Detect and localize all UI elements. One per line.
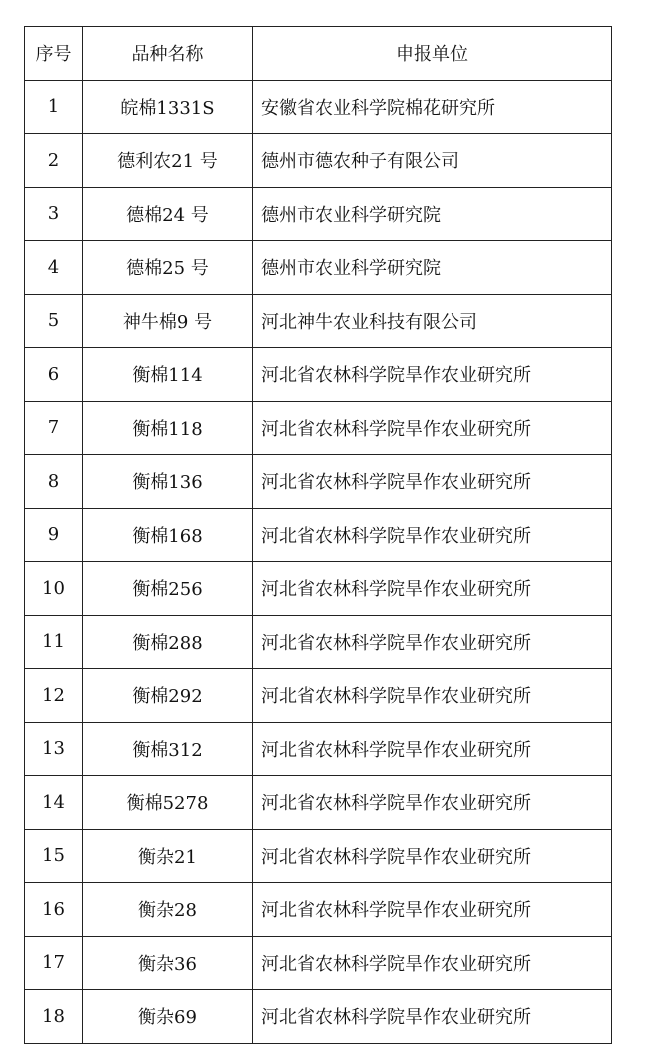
cell-serial-number: 14	[25, 776, 83, 830]
header-serial-number: 序号	[25, 27, 83, 81]
cell-serial-number: 1	[25, 80, 83, 134]
table-row	[25, 241, 612, 295]
table-body	[25, 80, 612, 1043]
table-row	[25, 883, 612, 937]
cell-serial-number: 10	[25, 562, 83, 616]
cell-variety-name: 德棉25 号	[83, 241, 253, 295]
cell-variety-name: 衡杂21	[83, 829, 253, 883]
cell-applicant-unit: 河北省农林科学院旱作农业研究所	[253, 562, 612, 616]
cell-serial-number: 11	[25, 615, 83, 669]
cell-applicant-unit: 德州市德农种子有限公司	[253, 134, 612, 188]
cell-applicant-unit: 安徽省农业科学院棉花研究所	[253, 80, 612, 134]
table-row	[25, 134, 612, 188]
cell-serial-number: 2	[25, 134, 83, 188]
table-row	[25, 722, 612, 776]
cell-serial-number: 8	[25, 455, 83, 509]
cell-serial-number: 4	[25, 241, 83, 295]
cell-variety-name: 衡棉136	[83, 455, 253, 509]
cell-applicant-unit: 河北省农林科学院旱作农业研究所	[253, 401, 612, 455]
cell-variety-name: 皖棉1331S	[83, 80, 253, 134]
cell-variety-name: 衡棉256	[83, 562, 253, 616]
table-row	[25, 990, 612, 1044]
cell-applicant-unit: 河北神牛农业科技有限公司	[253, 294, 612, 348]
table-row	[25, 829, 612, 883]
cell-serial-number: 5	[25, 294, 83, 348]
cell-applicant-unit: 河北省农林科学院旱作农业研究所	[253, 615, 612, 669]
cell-serial-number: 3	[25, 187, 83, 241]
table-row	[25, 401, 612, 455]
cell-serial-number: 12	[25, 669, 83, 723]
cell-serial-number: 7	[25, 401, 83, 455]
cell-serial-number: 13	[25, 722, 83, 776]
cell-variety-name: 衡棉168	[83, 508, 253, 562]
cell-applicant-unit: 德州市农业科学研究院	[253, 187, 612, 241]
variety-table	[24, 26, 612, 1044]
cell-variety-name: 神牛棉9 号	[83, 294, 253, 348]
cell-applicant-unit: 河北省农林科学院旱作农业研究所	[253, 722, 612, 776]
cell-variety-name: 衡杂28	[83, 883, 253, 937]
header-variety-name: 品种名称	[83, 27, 253, 81]
cell-variety-name: 德利农21 号	[83, 134, 253, 188]
cell-variety-name: 衡棉312	[83, 722, 253, 776]
cell-applicant-unit: 河北省农林科学院旱作农业研究所	[253, 669, 612, 723]
table-row	[25, 348, 612, 402]
table-row	[25, 294, 612, 348]
cell-applicant-unit: 河北省农林科学院旱作农业研究所	[253, 990, 612, 1044]
cell-applicant-unit: 河北省农林科学院旱作农业研究所	[253, 455, 612, 509]
cell-serial-number: 16	[25, 883, 83, 937]
table-row	[25, 669, 612, 723]
cell-variety-name: 衡棉288	[83, 615, 253, 669]
cell-applicant-unit: 河北省农林科学院旱作农业研究所	[253, 883, 612, 937]
table-row	[25, 80, 612, 134]
table-header-row	[25, 27, 612, 81]
table-row	[25, 562, 612, 616]
cell-variety-name: 衡棉5278	[83, 776, 253, 830]
cell-serial-number: 15	[25, 829, 83, 883]
table-row	[25, 936, 612, 990]
cell-variety-name: 衡棉118	[83, 401, 253, 455]
header-applicant-unit: 申报单位	[253, 27, 612, 81]
cell-serial-number: 17	[25, 936, 83, 990]
table-row	[25, 508, 612, 562]
cell-applicant-unit: 河北省农林科学院旱作农业研究所	[253, 936, 612, 990]
cell-applicant-unit: 河北省农林科学院旱作农业研究所	[253, 829, 612, 883]
cell-serial-number: 6	[25, 348, 83, 402]
cell-variety-name: 衡杂69	[83, 990, 253, 1044]
cell-variety-name: 衡棉114	[83, 348, 253, 402]
table-row	[25, 187, 612, 241]
cell-applicant-unit: 德州市农业科学研究院	[253, 241, 612, 295]
cell-variety-name: 衡棉292	[83, 669, 253, 723]
cell-applicant-unit: 河北省农林科学院旱作农业研究所	[253, 776, 612, 830]
table-row	[25, 776, 612, 830]
table-row	[25, 615, 612, 669]
table-row	[25, 455, 612, 509]
cell-applicant-unit: 河北省农林科学院旱作农业研究所	[253, 508, 612, 562]
cell-applicant-unit: 河北省农林科学院旱作农业研究所	[253, 348, 612, 402]
cell-serial-number: 9	[25, 508, 83, 562]
cell-serial-number: 18	[25, 990, 83, 1044]
cell-variety-name: 德棉24 号	[83, 187, 253, 241]
cell-variety-name: 衡杂36	[83, 936, 253, 990]
